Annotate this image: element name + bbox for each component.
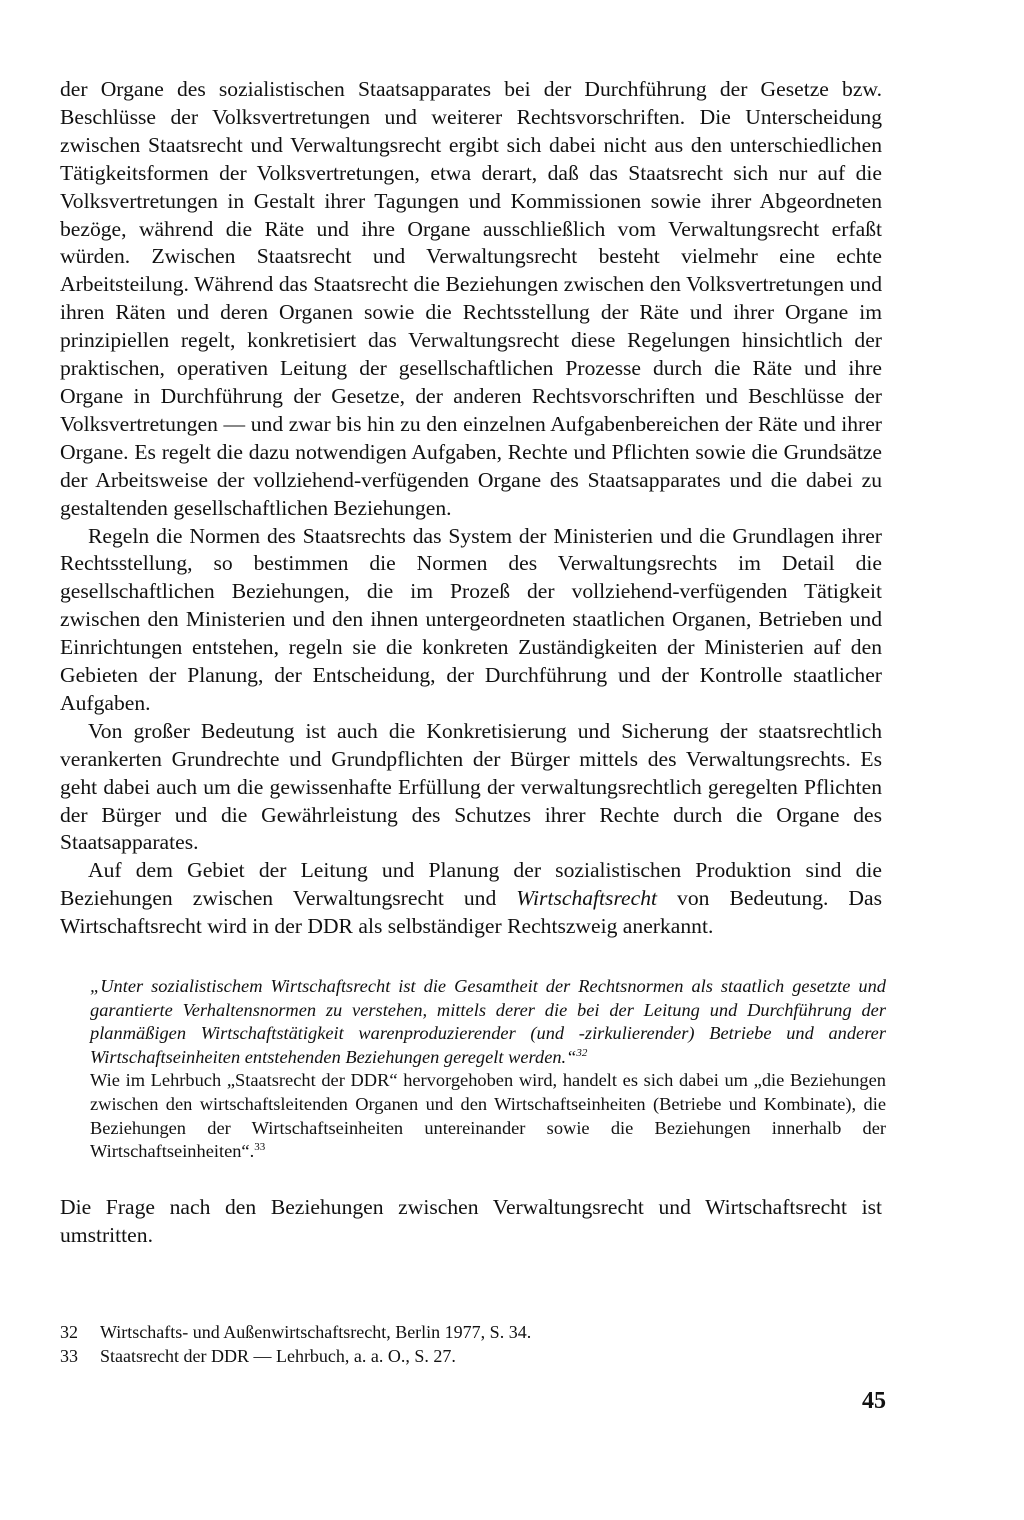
paragraph-4 [60, 857, 882, 941]
footnote-text: Staatsrecht der DDR — Lehrbuch, a. a. O., S. 27. [100, 1346, 456, 1366]
paragraph-4-emphasis: Wirtschaftsrecht [516, 886, 658, 911]
quotation-2 [90, 1069, 886, 1163]
footnote-32 [60, 1320, 882, 1344]
paragraph-3: Von großer Bedeutung ist auch die Konkretisierung und Sicherung der staatsrechtlich verankerten Grundrechte und Grundpflichten der Bürger mittels des Verwaltungsrechts. Es geht dabei auch um die gewissenhafte Erfüllung der verwaltungsrechtlich geregelten Pflichten der Bürger und die Gewährleistung des Schutzes ihrer Rechte durch die Organe des Staatsapparates. [60, 718, 882, 855]
paragraph-2: Regeln die Normen des Staatsrechts das System der Ministerien und die Grundlagen ihrer Rechtsstellung, so bestimmen die Normen des Verwaltungsrechts im Detail die gesellschaftlichen Beziehungen, die im Prozeß der vollziehend-verfügenden Tätigkeit zwischen den Ministerien und den ihnen untergeordneten staatlichen Organen, Betrieben und Einrichtungen entstehen, regeln sie die konkreten Zuständigkeiten der Ministerien auf den Gebieten der Planung, der Entscheidung, der Durchführung und der Kontrolle staatlicher Aufgaben. [60, 523, 882, 715]
page-number: 45 [862, 1388, 886, 1414]
quotation-2-text: Wie im Lehrbuch „Staatsrecht der DDR“ hervorgehoben wird, handelt es sich dabei um „die Beziehungen zwischen den wirtschaftsleitenden Organen und den Wirtschaftseinheiten (Betriebe und Kombinate), die Beziehungen der Wirtschaftseinheiten untereinander sowie die Beziehungen innerhalb der Wirtschaftseinheiten“. [90, 1070, 886, 1162]
quotation-1-text: „Unter sozialistischem Wirtschaftsrecht ist die Gesamtheit der Rechtsnormen als staatlich gesetzte und garantierte Verhaltensnormen zu verstehen, mittels derer die bei der Leitung und Durchführung der planmäßigen Wirtschaftstätigkeit warenproduzierender (und -zirkulierender) Betriebe und anderer Wirtschaftseinheiten entstehenden Beziehungen geregelt werden.“ [90, 976, 886, 1067]
footnote-33 [60, 1344, 882, 1368]
paragraph-4-text-a: Auf dem Gebiet der Leitung und Planung der sozialistischen Produktion sind die Beziehungen zwischen Verwaltungsrecht und [60, 858, 882, 911]
quotation-1 [90, 975, 886, 1069]
footnote-text: Wirtschafts- und Außenwirtschaftsrecht, Berlin 1977, S. 34. [100, 1322, 532, 1342]
footnote-number: 32 [60, 1322, 78, 1342]
footnotes [60, 1320, 882, 1368]
paragraph-4-text-b: von Bedeutung. Das Wirtschaftsrecht wird in der DDR als selbständiger Rechtszweig anerkannt. [60, 886, 883, 939]
footnote-ref-33: 33 [254, 1141, 266, 1154]
footnote-number: 33 [60, 1346, 78, 1366]
footnote-ref-32: 32 [576, 1046, 588, 1059]
closing-paragraph: Die Frage nach den Beziehungen zwischen Verwaltungsrecht und Wirtschaftsrecht ist umstritten. [60, 1194, 882, 1247]
quotation-block [90, 975, 886, 1164]
page-body [60, 76, 886, 1250]
paragraph-1: der Organe des sozialistischen Staatsapparates bei der Durchführung der Gesetze bzw. Beschlüsse der Volksvertretungen und weiterer Rechtsvorschriften. Die Unterscheidung zwischen Staatsrecht und Verwaltungsrecht ergibt sich dabei nicht aus den unterschiedlichen Tätigkeitsformen der Volksvertretungen, etwa derart, daß das Staatsrecht sich nur auf die Volksvertretungen in Gestalt ihrer Tagungen und Kommissionen sowie ihrer Abgeordneten bezöge, während die Räte und ihre Organe ausschließlich vom Verwaltungsrecht erfaßt würden. Zwischen Staatsrecht und Verwaltungsrecht besteht vielmehr eine echte Arbeitsteilung. Während das Staatsrecht die Beziehungen zwischen den Volksvertretungen und ihren Räten und deren Organen sowie die Rechtsstellung der Räte und ihrer Organe im prinzipiellen regelt, konkretisiert das Verwaltungsrecht diese Regelungen hinsichtlich der praktischen, operativen Leitung der gesellschaftlichen Prozesse durch die Räte und ihre Organe in Durchführung der Gesetze, der anderen Rechtsvorschriften und Beschlüsse der Volksvertretungen — und zwar bis hin zu den einzelnen Aufgabenbereichen der Räte und ihrer Organe. Es regelt die dazu notwendigen Aufgaben, Rechte und Pflichten sowie die Grundsätze der Arbeitsweise der vollziehend-verfügenden Organe des Staatsapparates und die dabei zu gestaltenden gesellschaftlichen Beziehungen. [60, 77, 882, 520]
